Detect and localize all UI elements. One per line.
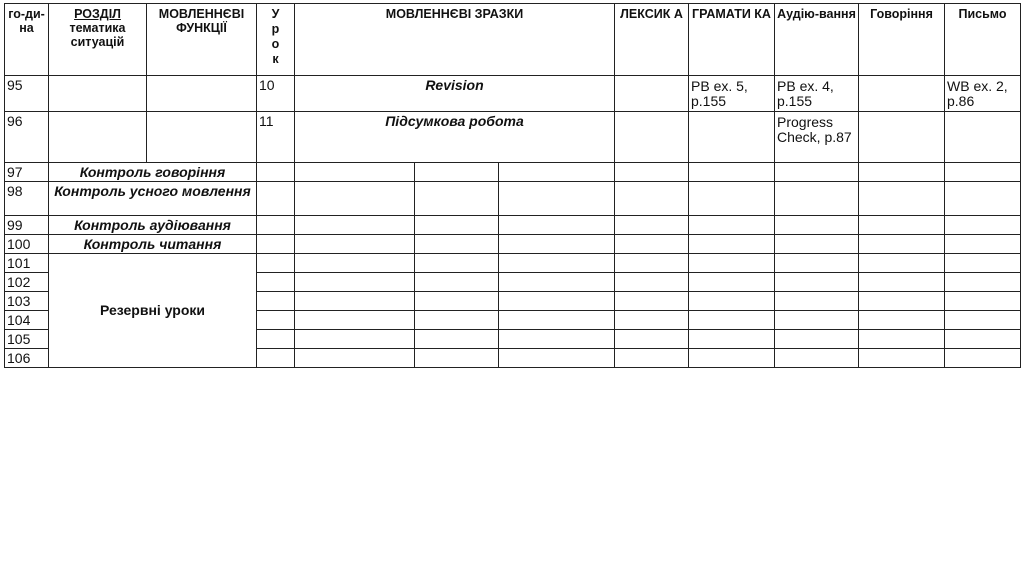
- lexis-cell: [615, 163, 689, 182]
- lesson-cell: [257, 235, 295, 254]
- sample-cell-b: [415, 163, 499, 182]
- writing-cell: [945, 292, 1021, 311]
- lexis-cell: [615, 112, 689, 163]
- writing-cell: [945, 112, 1021, 163]
- header-functions-text: МОВЛЕННЄВІ ФУНКЦІЇ: [158, 7, 245, 35]
- functions-cell: [147, 112, 257, 163]
- section-cell: Контроль усного мовлення: [49, 182, 257, 216]
- lexis-cell: [615, 254, 689, 273]
- speaking-cell: [859, 330, 945, 349]
- grammar-cell: PB ex. 5, p.155: [689, 76, 775, 112]
- hour-cell: 101: [5, 254, 49, 273]
- header-grammar: [689, 4, 775, 76]
- lexis-cell: [615, 273, 689, 292]
- section-cell: [49, 112, 147, 163]
- table-row: [5, 163, 1021, 182]
- header-speaking-text: Говоріння: [870, 7, 933, 21]
- header-listening: [775, 4, 859, 76]
- sample-cell-a: [295, 349, 415, 368]
- table-row: [5, 182, 1021, 216]
- writing-cell: [945, 311, 1021, 330]
- lesson-cell: 10: [257, 76, 295, 112]
- sample-cell-b: [415, 273, 499, 292]
- speaking-cell: [859, 273, 945, 292]
- hour-cell: 97: [5, 163, 49, 182]
- sample-cell-a: [295, 182, 415, 216]
- lexis-cell: [615, 311, 689, 330]
- lexis-cell: [615, 292, 689, 311]
- hour-cell: 95: [5, 76, 49, 112]
- listening-cell: [775, 311, 859, 330]
- table-row: [5, 112, 1021, 163]
- lexis-cell: [615, 76, 689, 112]
- grammar-cell: [689, 216, 775, 235]
- speaking-cell: [859, 311, 945, 330]
- lexis-cell: [615, 330, 689, 349]
- hour-cell: 96: [5, 112, 49, 163]
- listening-cell: [775, 216, 859, 235]
- writing-cell: [945, 182, 1021, 216]
- writing-cell: [945, 349, 1021, 368]
- reserve-lessons-cell: Резервні уроки: [49, 254, 257, 368]
- grammar-cell: [689, 163, 775, 182]
- sample-cell-c: [499, 349, 615, 368]
- sample-cell-b: [415, 292, 499, 311]
- header-lesson: [257, 4, 295, 76]
- grammar-cell: [689, 112, 775, 163]
- listening-cell: [775, 163, 859, 182]
- table-row: [5, 216, 1021, 235]
- grammar-cell: [689, 182, 775, 216]
- sample-cell-a: [295, 163, 415, 182]
- lexis-cell: [615, 235, 689, 254]
- lesson-cell: [257, 273, 295, 292]
- sample-cell-c: [499, 273, 615, 292]
- sample-cell-b: [415, 349, 499, 368]
- writing-cell: [945, 163, 1021, 182]
- grammar-cell: [689, 349, 775, 368]
- sample-cell: Підсумкова робота: [295, 112, 615, 163]
- sample-cell-b: [415, 216, 499, 235]
- header-listening-text: Аудію-вання: [777, 7, 856, 21]
- sample-cell-b: [415, 311, 499, 330]
- sample-cell-c: [499, 311, 615, 330]
- header-lexis: [615, 4, 689, 76]
- lexis-cell: [615, 216, 689, 235]
- hour-cell: 104: [5, 311, 49, 330]
- header-section-title: РОЗДІЛ: [74, 7, 121, 21]
- writing-cell: [945, 216, 1021, 235]
- lesson-cell: [257, 182, 295, 216]
- hour-cell: 106: [5, 349, 49, 368]
- listening-cell: Progress Check, p.87: [775, 112, 859, 163]
- speaking-cell: [859, 112, 945, 163]
- lesson-plan-table: [4, 3, 1021, 368]
- grammar-cell: [689, 292, 775, 311]
- sample-cell-c: [499, 235, 615, 254]
- lesson-cell: [257, 254, 295, 273]
- sample-cell-b: [415, 254, 499, 273]
- hour-cell: 105: [5, 330, 49, 349]
- lesson-cell: [257, 330, 295, 349]
- sample-cell-a: [295, 292, 415, 311]
- speaking-cell: [859, 182, 945, 216]
- grammar-cell: [689, 254, 775, 273]
- writing-cell: WB ex. 2, p.86: [945, 76, 1021, 112]
- listening-cell: [775, 273, 859, 292]
- hour-cell: 102: [5, 273, 49, 292]
- header-samples-text: МОВЛЕННЄВІ ЗРАЗКИ: [385, 7, 524, 21]
- sample-cell: Revision: [295, 76, 615, 112]
- lexis-cell: [615, 349, 689, 368]
- listening-cell: [775, 182, 859, 216]
- header-writing-text: Письмо: [958, 7, 1007, 21]
- speaking-cell: [859, 292, 945, 311]
- section-cell: Контроль говоріння: [49, 163, 257, 182]
- speaking-cell: [859, 349, 945, 368]
- sample-cell-c: [499, 216, 615, 235]
- lesson-cell: 11: [257, 112, 295, 163]
- speaking-cell: [859, 76, 945, 112]
- sample-cell-c: [499, 163, 615, 182]
- lexis-cell: [615, 182, 689, 216]
- speaking-cell: [859, 216, 945, 235]
- sample-cell-a: [295, 273, 415, 292]
- hour-cell: 99: [5, 216, 49, 235]
- hour-cell: 98: [5, 182, 49, 216]
- header-lesson-text: У р о к: [271, 7, 280, 66]
- sample-cell-b: [415, 235, 499, 254]
- speaking-cell: [859, 254, 945, 273]
- section-cell: Контроль читання: [49, 235, 257, 254]
- writing-cell: [945, 254, 1021, 273]
- header-writing: [945, 4, 1021, 76]
- header-speaking: [859, 4, 945, 76]
- functions-cell: [147, 76, 257, 112]
- grammar-cell: [689, 235, 775, 254]
- sample-cell-c: [499, 182, 615, 216]
- listening-cell: [775, 349, 859, 368]
- grammar-cell: [689, 273, 775, 292]
- header-functions: [147, 4, 257, 76]
- sample-cell-b: [415, 330, 499, 349]
- header-row: [5, 4, 1021, 76]
- table-row: [5, 254, 1021, 273]
- header-lexis-text: ЛЕКСИК А: [620, 7, 683, 21]
- sample-cell-a: [295, 216, 415, 235]
- listening-cell: [775, 292, 859, 311]
- header-section-subtitle: тематика ситуацій: [69, 21, 126, 49]
- hour-cell: 103: [5, 292, 49, 311]
- listening-cell: [775, 235, 859, 254]
- writing-cell: [945, 273, 1021, 292]
- sample-cell-a: [295, 254, 415, 273]
- listening-cell: PB ex. 4, p.155: [775, 76, 859, 112]
- header-samples: [295, 4, 615, 76]
- table-row: [5, 76, 1021, 112]
- sample-cell-c: [499, 254, 615, 273]
- grammar-cell: [689, 311, 775, 330]
- lesson-cell: [257, 163, 295, 182]
- sample-cell-a: [295, 330, 415, 349]
- table-row: [5, 235, 1021, 254]
- sample-cell-c: [499, 330, 615, 349]
- lesson-cell: [257, 349, 295, 368]
- lesson-cell: [257, 311, 295, 330]
- section-cell: Контроль аудіювання: [49, 216, 257, 235]
- writing-cell: [945, 330, 1021, 349]
- sample-cell-b: [415, 182, 499, 216]
- header-grammar-text: ГРАМАТИ КА: [692, 7, 771, 21]
- lesson-cell: [257, 292, 295, 311]
- speaking-cell: [859, 163, 945, 182]
- lesson-cell: [257, 216, 295, 235]
- header-hour: [5, 4, 49, 76]
- sample-cell-a: [295, 235, 415, 254]
- sample-cell-a: [295, 311, 415, 330]
- writing-cell: [945, 235, 1021, 254]
- hour-cell: 100: [5, 235, 49, 254]
- section-cell: [49, 76, 147, 112]
- speaking-cell: [859, 235, 945, 254]
- listening-cell: [775, 254, 859, 273]
- listening-cell: [775, 330, 859, 349]
- lesson-plan-sheet: [4, 3, 1021, 368]
- grammar-cell: [689, 330, 775, 349]
- header-hour-text: го-ди-на: [8, 7, 45, 35]
- sample-cell-c: [499, 292, 615, 311]
- header-section: [49, 4, 147, 76]
